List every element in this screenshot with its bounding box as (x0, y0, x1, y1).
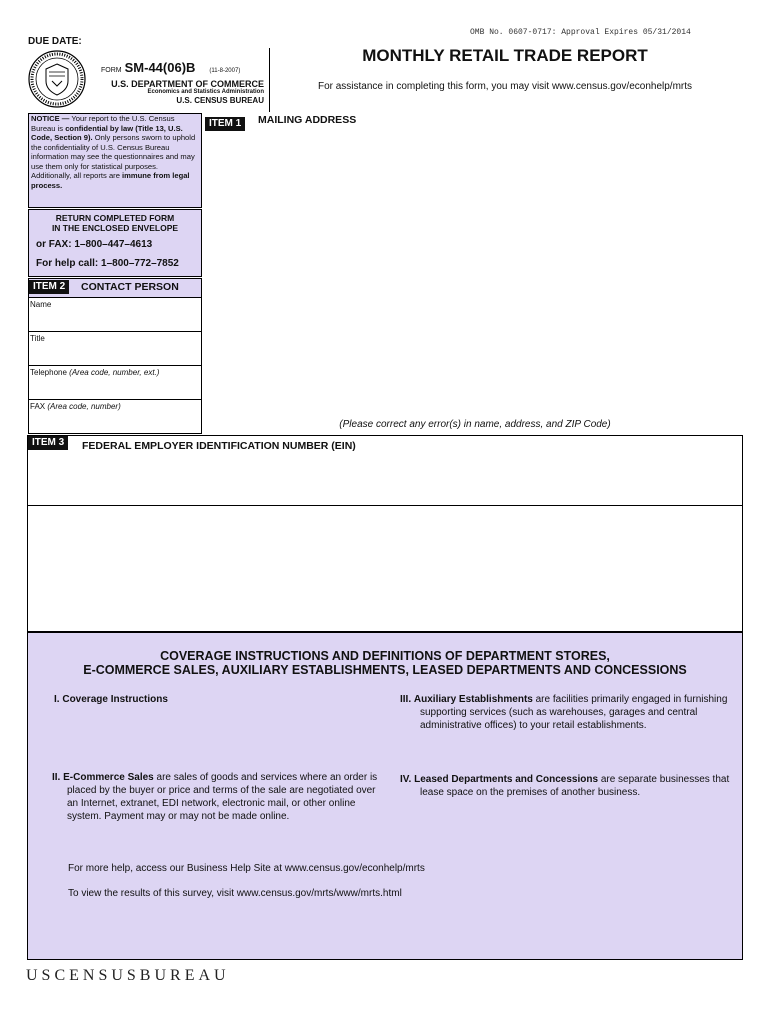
name-label: Name (30, 300, 52, 309)
notice-text-1: Your report to the U.S. Census Bureau is (31, 114, 175, 133)
title-field[interactable] (28, 332, 202, 366)
department-block (92, 79, 264, 105)
telephone-field[interactable] (28, 366, 202, 400)
report-title: MONTHLY RETAIL TRADE REPORT (362, 46, 648, 65)
section-2-number: II. (52, 772, 61, 783)
notice-bold-1: confidential by law (Title 13, U.S. Code, Section 9). (31, 123, 183, 142)
return-line-1: RETURN COMPLETED FORM (55, 213, 175, 223)
department-name: U.S. DEPARTMENT OF COMMERCE (111, 79, 264, 89)
telephone-label: Telephone (30, 368, 67, 377)
fax-label: FAX (30, 402, 46, 411)
item2-tag: ITEM 2 (29, 280, 69, 294)
section-auxiliary (400, 693, 740, 732)
administration-name: Economics and Statistics Administration (147, 89, 264, 95)
coverage-heading-1: COVERAGE INSTRUCTIONS AND DEFINITIONS OF DEPARTMENT STORES, (160, 649, 610, 663)
section-2-text: are sales of goods and services where an order is placed by the buyer or price and terms of the sale are negotiated over an Internet, extranet, EDI network, electronic mail, or other online system. Payment may or may not be made online. (67, 772, 378, 822)
section-ecommerce (52, 771, 385, 823)
fax-hint: (Area code, number) (47, 402, 121, 411)
title-label: Title (30, 334, 45, 343)
fax-field[interactable] (28, 400, 202, 434)
return-line-2: IN THE ENCLOSED ENVELOPE (51, 223, 179, 233)
item3-divider (28, 505, 742, 506)
return-instructions (28, 209, 202, 277)
contact-person-label: CONTACT PERSON (81, 281, 179, 293)
notice-text-2: Only persons sworn to uphold the confidentiality of U.S. Census Bureau information may see the questionnaires and may use them only for statistical purposes. Additionally, all reports are (31, 133, 196, 180)
coverage-heading-2: E-COMMERCE SALES, AUXILIARY ESTABLISHMENTS, LEASED DEPARTMENTS AND CONCESSIONS (83, 663, 687, 677)
item1-section (205, 113, 245, 131)
bureau-name: U.S. CENSUS BUREAU (176, 96, 264, 105)
section-4-text: are separate businesses that lease space on the premises of another business. (420, 774, 730, 798)
commerce-seal-icon (28, 50, 86, 108)
notice-bold-2: immune from legal process. (31, 171, 190, 190)
survey-results-text: To view the results of this survey, visit www.census.gov/mrts/www/mrts.html (68, 888, 402, 899)
telephone-hint: (Area code, number, ext.) (69, 368, 160, 377)
help-site-text: For more help, access our Business Help Site at www.census.gov/econhelp/mrts (68, 863, 425, 874)
help-phone: For help call: 1–800–772–7852 (36, 258, 179, 269)
omb-number: OMB No. 0607-0717: Approval Expires 05/31/2014 (470, 28, 691, 37)
coverage-instructions (27, 632, 743, 960)
item3-section[interactable] (27, 435, 743, 632)
section-4-title: Leased Departments and Concessions (414, 774, 599, 785)
item3-tag: ITEM 3 (28, 436, 68, 450)
notice-lead: NOTICE — (31, 114, 70, 123)
form-id (101, 60, 240, 75)
section-4-number: IV. (400, 774, 412, 785)
confidentiality-notice (28, 113, 202, 208)
mailing-address-label: MAILING ADDRESS (258, 114, 357, 126)
section-leased (400, 773, 740, 799)
assistance-text: For assistance in completing this form, you may visit www.census.gov/econhelp/mrts (317, 81, 693, 92)
item1-tag: ITEM 1 (205, 117, 245, 131)
form-prefix: FORM (101, 67, 122, 74)
section-2-title: E-Commerce Sales (63, 772, 154, 783)
form-date: (11-8-2007) (209, 68, 241, 74)
due-date-label: DUE DATE: (28, 36, 82, 47)
section-1-title: Coverage Instructions (62, 694, 168, 705)
item2-header (28, 278, 202, 298)
form-number: SM-44(06)B (124, 60, 196, 75)
census-bureau-logo: USCENSUSBUREAU (26, 967, 230, 984)
correction-note: (Please correct any error(s) in name, address, and ZIP Code) (339, 419, 611, 430)
section-coverage (54, 693, 374, 706)
ein-label: FEDERAL EMPLOYER IDENTIFICATION NUMBER (EIN) (82, 440, 356, 452)
section-1-number: I. (54, 694, 60, 705)
name-field[interactable] (28, 298, 202, 332)
section-3-title: Auxiliary Establishments (413, 694, 533, 705)
fax-number: or FAX: 1–800–447–4613 (36, 239, 153, 250)
return-heading (29, 213, 201, 233)
section-3-number: III. (400, 694, 412, 705)
section-3-text: are facilities primarily engaged in furnishing supporting services (such as warehouses, garages and central administrative offices) to your retail establishments. (420, 694, 728, 731)
